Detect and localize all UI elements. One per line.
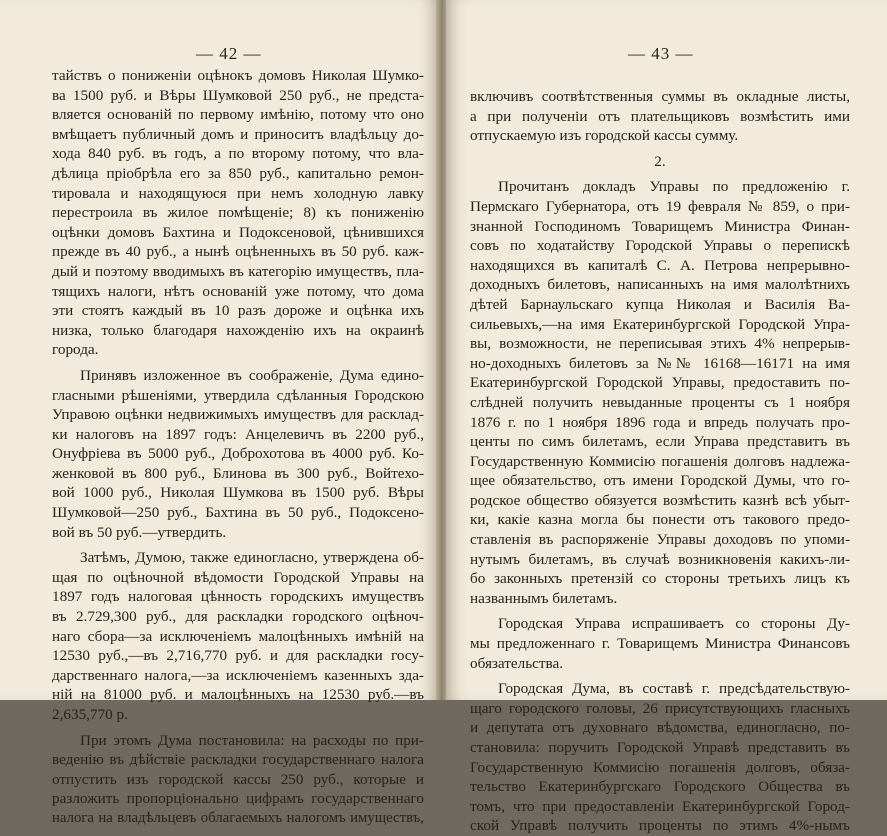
text-line: 12530 руб.,—въ 2,716,770 руб. и для раскладки госу- — [52, 647, 424, 665]
text-line: ки, какіе казна могла бы понести отъ такового предо- — [470, 511, 850, 529]
left-page — [0, 0, 438, 826]
text-line: веденію въ дѣйствіе раскладки государственнаго налога — [52, 751, 424, 769]
text-line: дѣлица пріобрѣла его за 850 руб., капитально ремон- — [52, 164, 424, 182]
text-line: Затѣмъ, Думою, также единогласно, утверждена об- — [80, 549, 424, 567]
text-line: но-доходныхъ билетовъ за №№ 16168—16171 на имя — [470, 354, 850, 372]
text-line: сильевыхъ,—на имя Екатеринбургской Городской Упра- — [470, 315, 850, 333]
text-line: нутымъ билетамъ, въ случаѣ возникновенія какихъ-ли- — [470, 550, 850, 568]
text-line: налога на владѣльцевъ облагаемыхъ налогомъ имуществъ, — [52, 809, 424, 826]
text-line: становила: поручить Городской Управѣ представить въ — [470, 739, 850, 756]
page-number: — 42 — — [196, 44, 262, 63]
section-number: 2. — [654, 152, 666, 170]
text-line: вляется основаній по первому имѣнію, потому что оно — [52, 106, 424, 124]
text-line: Управою оцѣнки недвижимыхъ имуществъ для расклад- — [52, 406, 424, 424]
text-line: оцѣнки домовъ Бахтина и Подоксеновой, цѣнившихся — [52, 223, 424, 241]
page-text — [470, 87, 850, 836]
text-line: дарственнаго налога,—за исключеніемъ казенныхъ зда- — [52, 666, 424, 684]
text-line: вмѣщаетъ публичный домъ и приноситъ владѣльцу до- — [52, 125, 424, 143]
text-line: вой въ 50 руб.—утвердить. — [52, 523, 227, 541]
text-line: тельство Екатеринбургскаго Городского Общества въ — [470, 778, 850, 796]
text-line: щее обязательство, отъ имени Городской Думы, что го- — [470, 472, 850, 490]
text-line: обязательства. — [470, 654, 564, 672]
text-line: гласными рѣшеніями, утвердила сдѣланныя Городскою — [52, 386, 424, 404]
right-page — [446, 0, 887, 835]
text-line: Принявъ изложенное въ соображеніе, Дума едино- — [80, 366, 424, 384]
text-line: разложить пропорціонально цифрамъ государственнаго — [52, 790, 424, 808]
text-line: При этомъ Дума постановила: на расходы по при- — [80, 731, 424, 749]
text-line: Прочитанъ докладъ Управы по предложенію г. — [498, 178, 850, 196]
text-line: включивъ соотвѣтственныя суммы въ окладные листы, — [470, 88, 850, 105]
text-line: 1876 г. по 1 ноября 1896 года и впредь получать про- — [470, 413, 850, 431]
text-line: прежде въ 40 руб., а нынѣ оцѣненныхъ въ 50 руб. каж- — [52, 243, 424, 261]
text-line: Городская Дума, въ составѣ г. предсѣдательствую- — [498, 680, 850, 698]
text-line: Государственную Коммисію погашенія долговъ надлежа- — [470, 452, 850, 470]
text-line: перестроила въ жилое помѣщеніе; 8) къ пониженію — [52, 204, 424, 222]
text-line: щая по оцѣночной вѣдомости Городской Управы на — [52, 568, 424, 586]
text-line: отпустить изъ городской кассы 250 руб., которые и — [52, 770, 424, 788]
text-line: Екатеринбургской Городской Управы, предоставить по- — [470, 374, 850, 392]
text-line: названнымъ билетамъ. — [470, 589, 618, 607]
text-line: Государственную Коммисію погашенія долговъ, обяза- — [470, 758, 850, 776]
text-line: тящихъ налоги, нѣтъ основаній уже потому, что дома — [52, 282, 424, 300]
text-line: хода 840 руб. въ годъ, а по второму потому, что вла- — [52, 145, 424, 163]
text-line: женковой въ 800 руб., Блинова въ 300 руб., Войтехо- — [52, 464, 424, 482]
text-line: эти стоятъ каждый въ 10 разъ дороже и оцѣнка ихъ — [52, 302, 424, 320]
text-line: ской Управѣ получить проценты по этимъ 4%-нымъ — [470, 817, 850, 835]
text-line: отпускаемую изъ городской кассы сумму. — [470, 127, 739, 145]
text-line: доходныхъ билетовъ, написанныхъ на имя малолѣтнихъ — [470, 276, 850, 294]
text-line: 1897 годъ налоговая цѣнность городскихъ имуществъ — [52, 588, 424, 606]
text-line: бо законныхъ претензій со стороны третьихъ лицъ къ — [470, 570, 850, 588]
text-line: тайствъ о пониженіи оцѣнокъ домовъ Николая Шумко- — [52, 67, 424, 84]
text-line: ки налоговъ на 1897 годъ: Анцелевичъ въ 2200 руб., — [52, 425, 424, 443]
text-line: вой 1000 руб., Николая Шумкова въ 1500 руб. Вѣры — [52, 484, 424, 502]
text-line: низка, только благодаря нахожденію ихъ на окраинѣ — [52, 321, 424, 339]
text-line: Городская Управа испрашиваетъ со стороны Ду- — [498, 615, 850, 633]
text-line: вы, возможности, не переписывая этихъ 4% непрерыв- — [470, 335, 850, 353]
page-number: — 43 — — [628, 44, 694, 63]
text-line: ній на 81000 руб. и малоцѣнныхъ на 12530 руб.—въ — [52, 686, 424, 704]
text-line: наго сбора—за исключеніемъ малоцѣнныхъ имѣній на — [52, 627, 424, 645]
text-line: щаго городского головы, 26 присутствующихъ гласныхъ — [470, 699, 850, 717]
text-line: въ 2.729,300 руб., для раскладки городского оцѣноч- — [52, 608, 424, 626]
text-line: слѣдней получить невыданные проценты съ 1 ноября — [470, 393, 850, 411]
text-line: тировала и находящуюся при немъ холодную лавку — [52, 184, 424, 202]
text-line: знанной Господиномъ Товарищемъ Министра Финан- — [470, 217, 850, 235]
text-line: Шумковой—250 руб., Бахтина въ 50 руб., Подоксено- — [52, 504, 424, 522]
text-line: дый и поэтому вводимыхъ въ категорію имуществъ, пла- — [52, 262, 424, 280]
page-text — [52, 66, 424, 829]
text-line: города. — [52, 341, 99, 359]
text-line: мы предложеннаго г. Товарищемъ Министра Финансовъ — [470, 635, 850, 653]
text-line: Онуфріева въ 5000 руб., Доброхотова въ 4000 руб. Ко- — [52, 445, 424, 463]
text-line: центы по симъ билетамъ, если Управа представитъ въ — [470, 433, 850, 451]
text-line: дѣтей Барнаульскаго купца Николая и Василія Ва- — [470, 295, 850, 313]
text-line: совъ по ходатайству Городской Управы о перепискѣ — [470, 237, 850, 255]
text-line: а при полученіи отъ плательщиковъ возмѣстить ими — [470, 107, 850, 125]
text-line: Пермскаго Губернатора, отъ 19 февраля № 859, о при- — [470, 197, 850, 215]
text-line: 2,635,770 р. — [52, 706, 128, 723]
text-line: томъ, что при предоставленіи Екатеринбургской Город- — [470, 797, 850, 815]
text-line: ставленія въ распоряженіе Управы доходовъ по упоми- — [470, 531, 850, 549]
text-line: и депутата отъ духовнаго вѣдомства, единогласно, по- — [470, 719, 850, 737]
text-line: родское общество обязуется возмѣстить казнѣ всѣ убыт- — [470, 491, 850, 509]
text-line: ва 1500 руб. и Вѣры Шумковой 250 руб., не предста- — [52, 86, 424, 104]
text-line: находящихся въ капиталѣ С. А. Петрова непрерывно- — [470, 256, 850, 274]
